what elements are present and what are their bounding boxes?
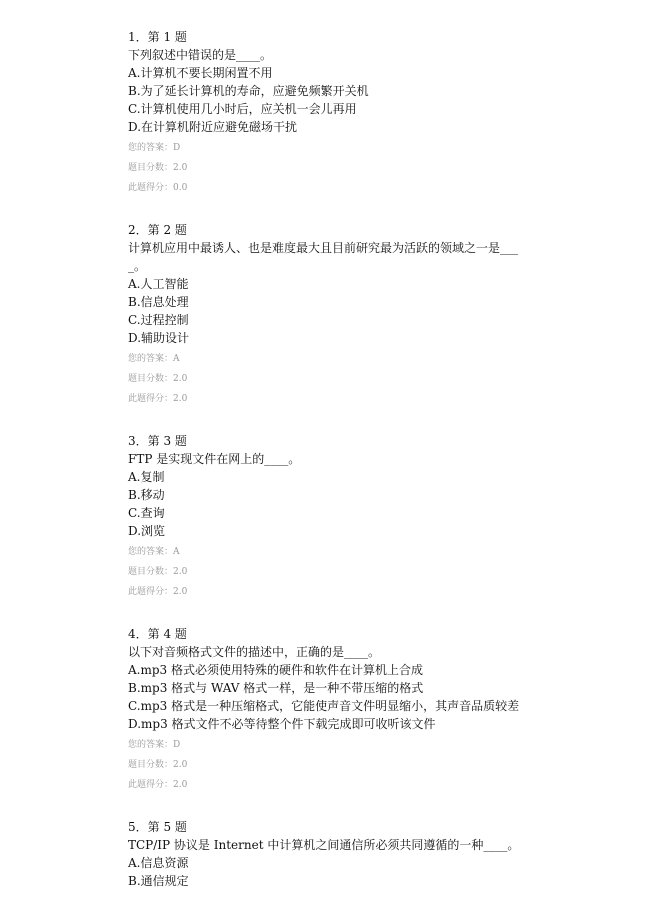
question-title: 5．第 5 题 bbox=[128, 820, 187, 834]
option-c: C.过程控制 bbox=[128, 313, 189, 327]
your-answer: 您的答案：D bbox=[128, 740, 181, 750]
option-a: A.人工智能 bbox=[128, 277, 189, 291]
option-b: B.通信规定 bbox=[128, 874, 189, 888]
your-answer: 您的答案：D bbox=[128, 143, 181, 153]
question-4 bbox=[128, 625, 528, 795]
question-title: 1．第 1 题 bbox=[128, 30, 187, 44]
your-answer: 您的答案：A bbox=[128, 547, 180, 557]
your-answer: 您的答案：A bbox=[128, 354, 180, 364]
question-1 bbox=[128, 28, 528, 198]
question-score: 题目分数：2.0 bbox=[128, 567, 188, 577]
option-b: B.移动 bbox=[128, 488, 165, 502]
option-c: C.计算机使用几小时后，应关机一会儿再用 bbox=[128, 102, 357, 116]
obtained-score: 此题得分：0.0 bbox=[128, 183, 188, 193]
obtained-score: 此题得分：2.0 bbox=[128, 780, 188, 790]
question-score: 题目分数：2.0 bbox=[128, 760, 188, 770]
option-a: A.计算机不要长期闲置不用 bbox=[128, 66, 273, 80]
option-b: B.为了延长计算机的寿命，应避免频繁开关机 bbox=[128, 84, 369, 98]
option-b: B.信息处理 bbox=[128, 295, 189, 309]
question-5 bbox=[128, 818, 528, 890]
question-stem: TCP/IP 协议是 Internet 中计算机之间通信所必须共同遵循的一种____。 bbox=[128, 838, 520, 852]
option-a: A.复制 bbox=[128, 470, 165, 484]
question-stem: 下列叙述中错误的是____。 bbox=[128, 48, 273, 62]
option-a: A.信息资源 bbox=[128, 856, 189, 870]
question-stem: 以下对音频格式文件的描述中，正确的是____。 bbox=[128, 645, 381, 659]
question-stem: 计算机应用中最诱人、也是难度最大且目前研究最为活跃的领域之一是____。 bbox=[128, 241, 519, 273]
question-3 bbox=[128, 432, 528, 602]
option-d: D.辅助设计 bbox=[128, 331, 190, 345]
option-a: A.mp3 格式必须使用特殊的硬件和软件在计算机上合成 bbox=[128, 663, 423, 677]
option-c: C.查询 bbox=[128, 506, 165, 520]
option-b: B.mp3 格式与 WAV 格式一样，是一种不带压缩的格式 bbox=[128, 681, 424, 695]
option-d: D.浏览 bbox=[128, 524, 166, 538]
option-d: D.在计算机附近应避免磁场干扰 bbox=[128, 120, 298, 134]
quiz-page bbox=[128, 28, 528, 913]
question-title: 2．第 2 题 bbox=[128, 223, 187, 237]
option-c: C.mp3 格式是一种压缩格式，它能使声音文件明显缩小，其声音品质较差 bbox=[128, 699, 520, 713]
question-title: 4．第 4 题 bbox=[128, 627, 187, 641]
question-score: 题目分数：2.0 bbox=[128, 374, 188, 384]
obtained-score: 此题得分：2.0 bbox=[128, 587, 188, 597]
question-stem: FTP 是实现文件在网上的____。 bbox=[128, 452, 301, 466]
question-2 bbox=[128, 221, 528, 409]
question-score: 题目分数：2.0 bbox=[128, 163, 188, 173]
obtained-score: 此题得分：2.0 bbox=[128, 394, 188, 404]
question-title: 3．第 3 题 bbox=[128, 434, 187, 448]
option-d: D.mp3 格式文件不必等待整个件下载完成即可收听该文件 bbox=[128, 717, 436, 731]
